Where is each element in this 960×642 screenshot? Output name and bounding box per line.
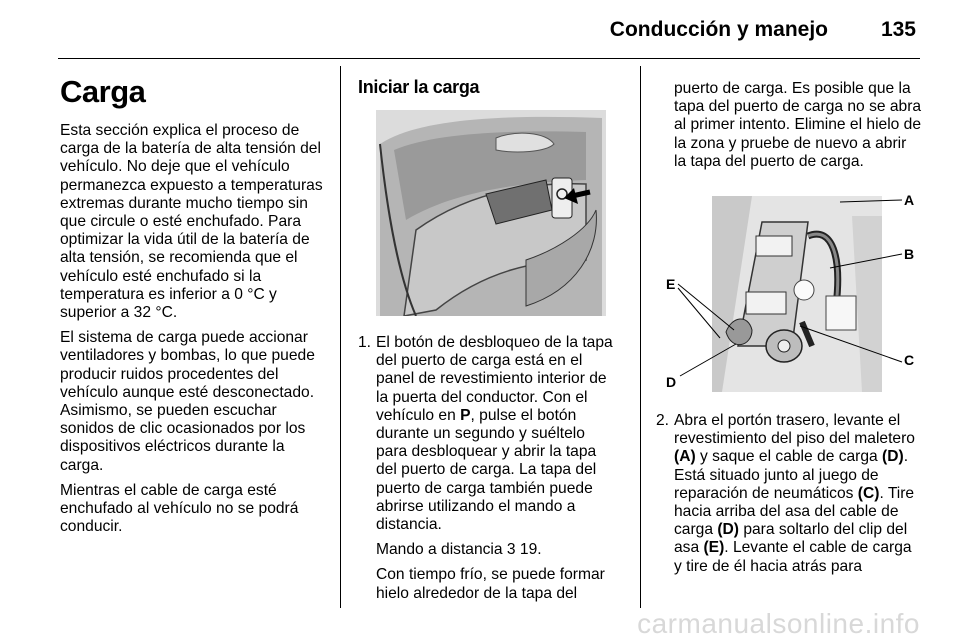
site-watermark: carmanualsonline.info: [637, 608, 920, 639]
door-panel-illustration: [376, 110, 606, 316]
callout-lines: [640, 190, 920, 400]
cold-weather-continuation: puerto de carga. Es posible que la tapa del puerto de carga no se abra al primer intento. Elimine el hielo de la zona y pruebe de nuevo a abrir la tapa del puerto de carga.: [674, 80, 922, 170]
door-panel-drawing: [376, 110, 606, 316]
running-header-title: Conducción y manejo: [609, 18, 828, 41]
step-2-number: 2.: [656, 412, 670, 429]
callout-label-c: C: [904, 352, 915, 368]
column-3: [656, 80, 922, 171]
step-2-text-6: . Levante el cable de carga y tire de él hacia atrás para: [674, 539, 912, 575]
column-divider-left: [340, 66, 341, 608]
ref-label-e: (E): [703, 539, 725, 557]
gear-p: P: [460, 406, 471, 424]
column-3-body: [656, 412, 922, 576]
callout-label-a: A: [904, 192, 915, 208]
ref-label-c: (C): [857, 484, 880, 502]
paragraph-no-drive: Mientras el cable de carga esté enchufado al vehículo no se podrá conducir.: [60, 481, 299, 536]
step-1: [358, 334, 620, 534]
subsection-title: Iniciar la carga: [358, 77, 480, 97]
step-2-text-4: . Tire hacia arriba del asa del cable de carga: [674, 484, 915, 539]
step-2: [656, 412, 922, 576]
step-2-text-2: y saque el cable de carga: [695, 448, 883, 466]
column-2-body: [358, 334, 620, 603]
callout-label-b: B: [904, 246, 915, 262]
callout-label-e: E: [666, 276, 676, 292]
step-2-text-3: . Está situado junto al juego de reparación de neumáticos: [674, 448, 909, 502]
ref-label-d-2: (D): [717, 521, 739, 539]
page-number: 135: [880, 18, 916, 41]
header-rule: [58, 58, 920, 59]
step-1-text-b: , pulse el botón durante un segundo y suéltelo para desbloquear y abrir la tapa del puerto de carga. La tapa del puerto de carga también puede abrirse utilizando el mando a distancia.: [376, 406, 597, 534]
step-2-text-1: Abra el portón trasero, levante el revestimiento del piso del maletero: [674, 412, 915, 448]
step-1-number: 1.: [358, 334, 372, 351]
step-1-text: [376, 334, 620, 534]
column-1: [60, 122, 332, 536]
step-2-text: [674, 412, 922, 576]
step-1-text-a: El botón de desbloqueo de la tapa del puerto de carga está en el panel de revestimiento interior de la puerta del conductor. Con el vehículo en: [376, 334, 613, 424]
remote-reference-text: Mando a distancia: [376, 541, 503, 559]
column-2: [358, 78, 620, 96]
paragraph-intro: Esta sección explica el proceso de carga de la batería de alta tensión del vehículo. No deje que el vehículo permanezca expuesto a temperaturas extremas durante mucho tiempo sin que circule o esté enchufado. Para optimizar la vida útil de la batería de alta tensión, se recomienda que el vehículo esté enchufado si la temperatura es inferior a 0 °C y superior a 32 °C.: [60, 122, 323, 322]
paragraph-noise: El sistema de carga puede accionar ventiladores y bombas, lo que puede producir ruidos procedentes del vehículo aunque esté desconectado. Asimismo, se pueden escuchar sonidos de clic ocasionados por los dispositivos eléctricos durante la carga.: [60, 329, 315, 474]
cold-weather-note: Con tiempo frío, se puede formar hielo alrededor de la tapa del: [376, 566, 605, 602]
remote-reference: [358, 541, 620, 559]
section-title: Carga: [60, 74, 146, 109]
ref-label-d: (D): [882, 448, 904, 466]
ref-label-a: (A): [674, 448, 696, 466]
page-ref-link[interactable]: 3 19.: [506, 541, 542, 559]
step-2-text-5: para soltarlo del clip del asa: [674, 521, 908, 557]
callout-label-d: D: [666, 374, 677, 390]
